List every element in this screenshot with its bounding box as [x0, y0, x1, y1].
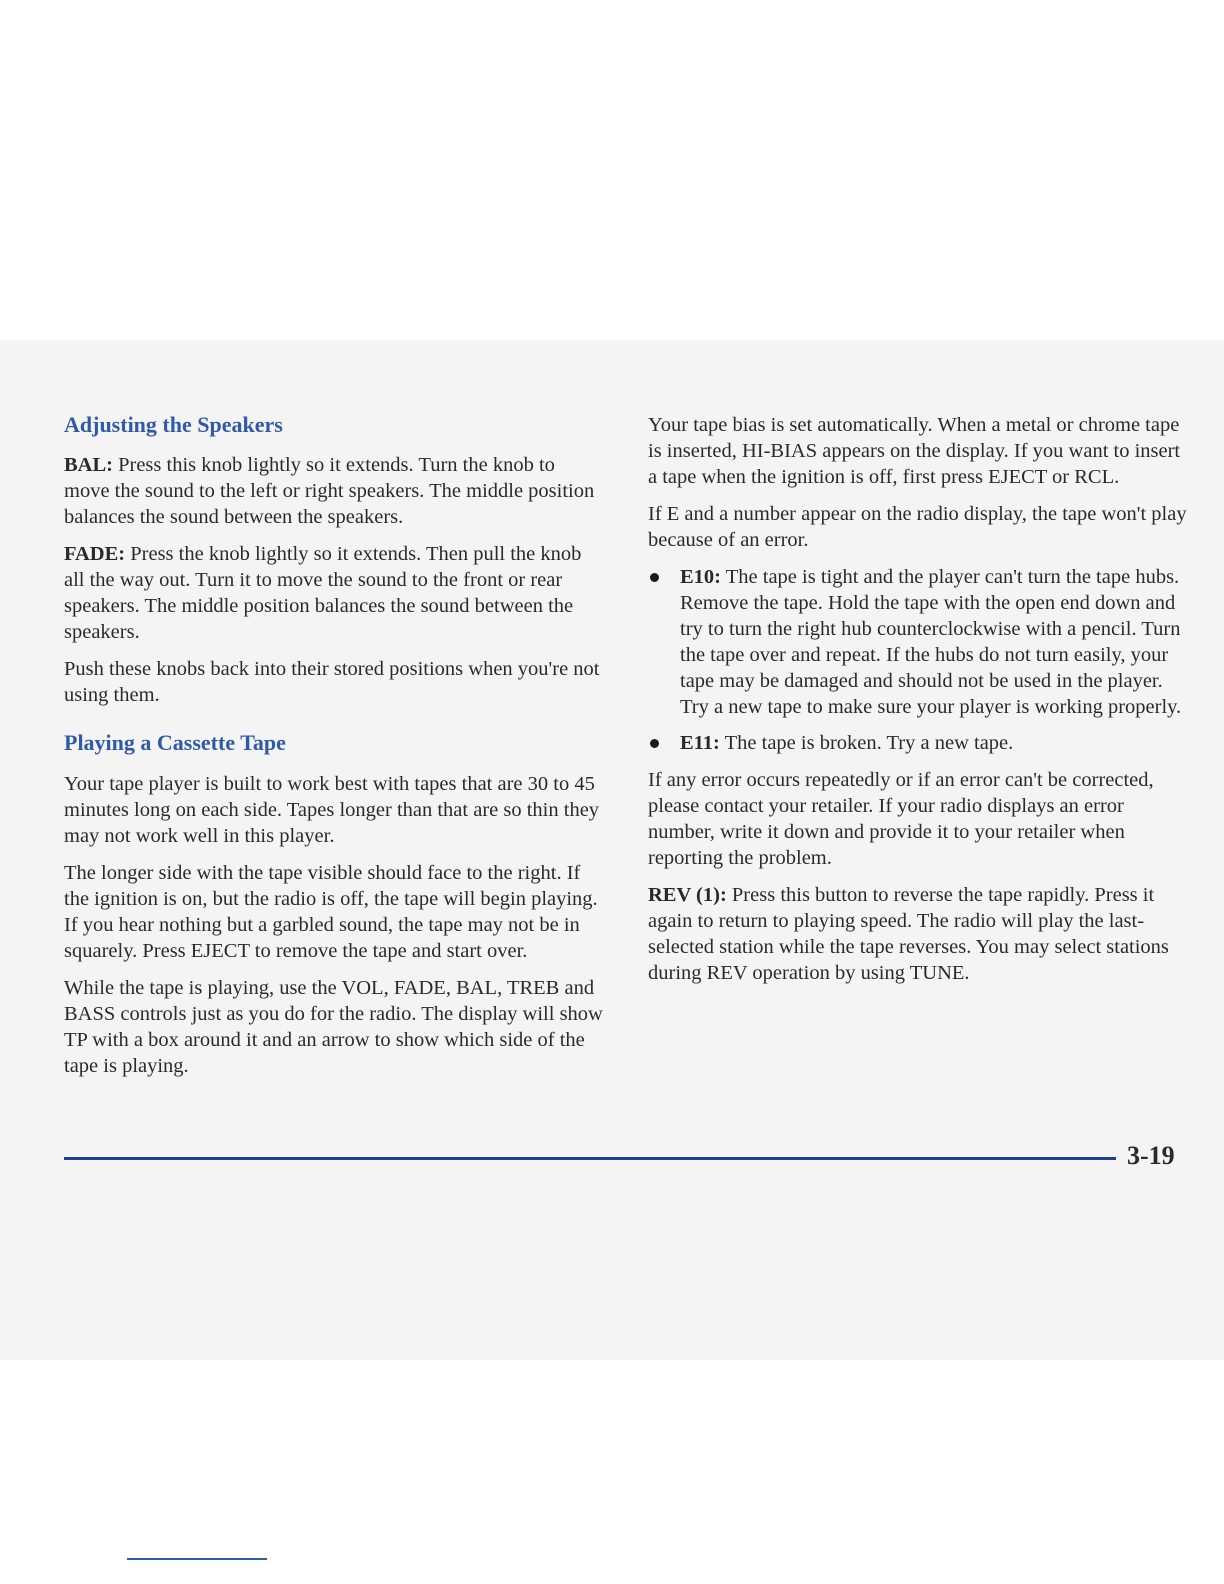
- error-text: The tape is broken. Try a new tape.: [719, 732, 1014, 754]
- rev-paragraph: [648, 882, 1188, 986]
- error-text: The tape is tight and the player can't turn the tape hubs. Remove the tape. Hold the tape with the open end down and try to turn the right hub counterclockwise with a pencil. Turn the tape over and repeat. If the hubs do not turn easily, your tape may be damaged and should not be used in the player. Try a new tape to make sure your player is working properly.: [680, 566, 1182, 718]
- rev-text: Press this button to reverse the tape rapidly. Press it again to return to playing speed. The radio will play the last-selected station while the tape reverses. You may select stations during REV operation by using TUNE.: [648, 884, 1169, 984]
- right-column: [648, 412, 1188, 997]
- list-item: [648, 564, 1188, 720]
- bullet-icon: [650, 739, 659, 748]
- bal-paragraph: [64, 452, 604, 530]
- left-column: [64, 412, 604, 1090]
- tape-insert-paragraph: The longer side with the tape visible should face to the right. If the ignition is on, but the radio is off, the tape will begin playing. If you hear nothing but a garbled sound, the tape may not be in squarely. Press EJECT to remove the tape and start over.: [64, 861, 598, 962]
- heading-playing-cassette: Playing a Cassette Tape: [64, 730, 286, 756]
- fade-text: Press the knob lightly so it extends. Then pull the knob all the way out. Turn it to move the sound to the front or rear speakers. The middle position balances the sound between the speakers.: [64, 543, 582, 644]
- bullet-icon: [650, 573, 659, 582]
- bal-label: BAL:: [64, 454, 113, 477]
- list-item: [648, 730, 1188, 756]
- error-intro-paragraph: If E and a number appear on the radio display, the tape won't play because of an error.: [648, 503, 1187, 551]
- bottom-rule: [127, 1558, 267, 1560]
- tape-bias-paragraph: Your tape bias is set automatically. When a metal or chrome tape is inserted, HI-BIAS appears on the display. If you want to insert a tape when the ignition is off, first press EJECT or RCL.: [648, 414, 1181, 488]
- error-retailer-paragraph: If any error occurs repeatedly or if an error can't be corrected, please contact your retailer. If your radio displays an error number, write it down and provide it to your retailer when reporting the problem.: [648, 769, 1154, 869]
- error-code: E10:: [680, 566, 721, 588]
- rev-label: REV (1):: [648, 884, 727, 906]
- tape-length-paragraph: Your tape player is built to work best with tapes that are 30 to 45 minutes long on each side. Tapes longer than that are so thin they may not work well in this player.: [64, 772, 600, 847]
- tape-controls-paragraph: While the tape is playing, use the VOL, FADE, BAL, TREB and BASS controls just as you do for the radio. The display will show TP with a box around it and an arrow to show which side of the tape is playing.: [64, 976, 603, 1077]
- error-code: E11:: [680, 732, 720, 754]
- page-number: 3-19: [1127, 1141, 1175, 1170]
- footer-divider: [64, 1157, 1116, 1160]
- fade-label: FADE:: [64, 543, 126, 566]
- push-knobs-paragraph: Push these knobs back into their stored positions when you're not using them.: [64, 658, 600, 707]
- fade-paragraph: [64, 541, 604, 645]
- error-list: [648, 564, 1188, 756]
- bal-text: Press this knob lightly so it extends. Turn the knob to move the sound to the left or right speakers. The middle position balances the sound between the speakers.: [64, 454, 595, 529]
- heading-adjusting-speakers: Adjusting the Speakers: [64, 412, 283, 437]
